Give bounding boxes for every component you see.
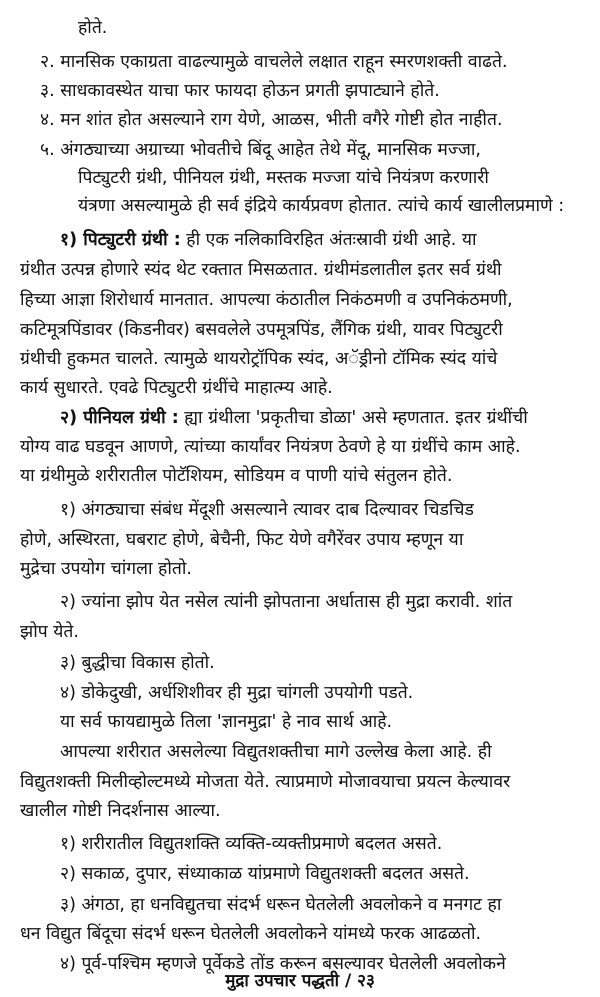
text-line: ग्रंथीत उत्पन्न होणारे स्यंद थेट रक्तात मिसळतात. ग्रंथीमंडलातील इतर सर्व ग्रंथी [20, 260, 502, 280]
text-line: ४) डोकेदुखी, अर्धशिशीवर ही मुद्रा चांगली उपयोगी पडते. [60, 683, 414, 703]
pineal-heading: २) पीनियल ग्रंथी : [60, 408, 179, 428]
pituitary-paragraph-start [60, 228, 477, 254]
text-line: ४. मन शांत होत असल्याने राग येणे, आळस, भीती वगैरे गोष्टी होत नाहीत. [40, 110, 503, 130]
text-line: मुद्रेचा उपयोग चांगला होतो. [20, 559, 192, 579]
text-line: झोप येते. [20, 622, 79, 642]
text-line: ग्रंथीची हुकमत चालते. त्यामुळे थायरोट्रॉपिक स्यंद, अॅड्रीनो टॉमिक स्यंद यांचे [20, 349, 498, 369]
text-line: योग्य वाढ घडवून आणणे, त्यांच्या कार्यांवर नियंत्रण ठेवणे हे या ग्रंथींचे काम आहे. [20, 437, 521, 457]
text-line: कटिमूत्रपिंडावर (किडनीवर) बसवलेले उपमूत्रपिंड, लैंगिक ग्रंथी, यावर पिट्युटरी [20, 320, 503, 340]
pituitary-first-line: ही एक नलिकाविरहित अंतःस्रावी ग्रंथी आहे. या [180, 230, 477, 250]
text-line: २) ज्यांना झोप येत नसेल त्यांनी झोपताना अर्धातास ही मुद्रा करावी. शांत [60, 592, 513, 612]
page-footer: मुद्रा उपचार पद्धती / २३ [225, 971, 375, 991]
text-line: ३) बुद्धीचा विकास होतो. [60, 653, 215, 673]
text-line: ३) अंगठा, हा धनविद्युतचा संदर्भ धरून घेतलेली अवलोकने व मनगट हा [60, 895, 502, 915]
text-line: १) शरीरातील विद्युतशक्ति व्यक्ति-व्यक्तीप्रमाणे बदलत असते. [60, 834, 443, 854]
text-line: होते. [78, 18, 108, 38]
text-line: ३. साधकावस्थेत याचा फार फायदा होऊन प्रगती झपाट्याने होते. [40, 81, 440, 101]
text-line: या सर्व फायद्यामुळे तिला 'ज्ञानमुद्रा' हे नाव सार्थ आहे. [60, 712, 393, 732]
text-line: १) अंगठ्याचा संबंध मेंदूशी असल्याने त्यावर दाब दिल्यावर चिडचिड [60, 500, 474, 520]
pineal-paragraph-start [60, 406, 528, 432]
text-line: यंत्रणा असल्यामुळे ही सर्व इंद्रिये कार्यप्रवण होतात. त्यांचे कार्य खालीलप्रमाणे : [78, 196, 565, 216]
pituitary-heading: १) पिट्युटरी ग्रंथी : [60, 230, 181, 250]
text-line: खालील गोष्टी निदर्शनास आल्या. [20, 801, 221, 821]
text-line: २. मानसिक एकाग्रता वाढल्यामुळे वाचलेले लक्षात राहून स्मरणशक्ती वाढते. [40, 52, 508, 72]
pineal-first-line: ह्या ग्रंथीला 'प्रकृतीचा डोळा' असे म्हणतात. इतर ग्रंथींची [178, 408, 528, 428]
text-line: धन विद्युत बिंदूचा संदर्भ धरून घेतलेली अवलोकने यांमध्ये फरक आढळतो. [20, 924, 482, 944]
text-line: या ग्रंथीमुळे शरीरातील पोटॅशियम, सोडियम व पाणी यांचे संतुलन होते. [20, 466, 453, 486]
text-line: आपल्या शरीरात असलेल्या विद्युतशक्तीचा मागे उल्लेख केला आहे. ही [60, 742, 492, 762]
text-line: होणे, अस्थिरता, घबराट होणे, बेचैनी, फिट येणे वगैरेंवर उपाय म्हणून या [20, 530, 464, 550]
text-line: विद्युतशक्ती मिलीव्होल्टमध्ये मोजता येते. त्याप्रमाणे मोजावयाचा प्रयत्न केल्यावर [20, 772, 511, 792]
text-line: पिट्युटरी ग्रंथी, पीनियल ग्रंथी, मस्तक मज्जा यांचे नियंत्रण करणारी [78, 168, 489, 188]
text-line: ५. अंगठ्याच्या अग्राच्या भोवतीचे बिंदू आहेत तेथे मेंदू, मानसिक मज्जा, [40, 140, 481, 160]
text-line: ४) पूर्व-पश्चिम म्हणजे पूर्वेकडे तोंड करून बसल्यावर घेतलेली अवलोकने [60, 954, 506, 974]
text-line: २) सकाळ, दुपार, संध्याकाळ यांप्रमाणे विद्युतशक्ती बदलत असते. [60, 864, 470, 884]
text-line: हिच्या आज्ञा शिरोधार्य मानतात. आपल्या कंठातील निकंठमणी व उपनिकंठमणी, [20, 290, 513, 310]
text-line: कार्य सुधारते. एवढे पिट्युटरी ग्रंथींचे माहात्म्य आहे. [20, 378, 333, 398]
